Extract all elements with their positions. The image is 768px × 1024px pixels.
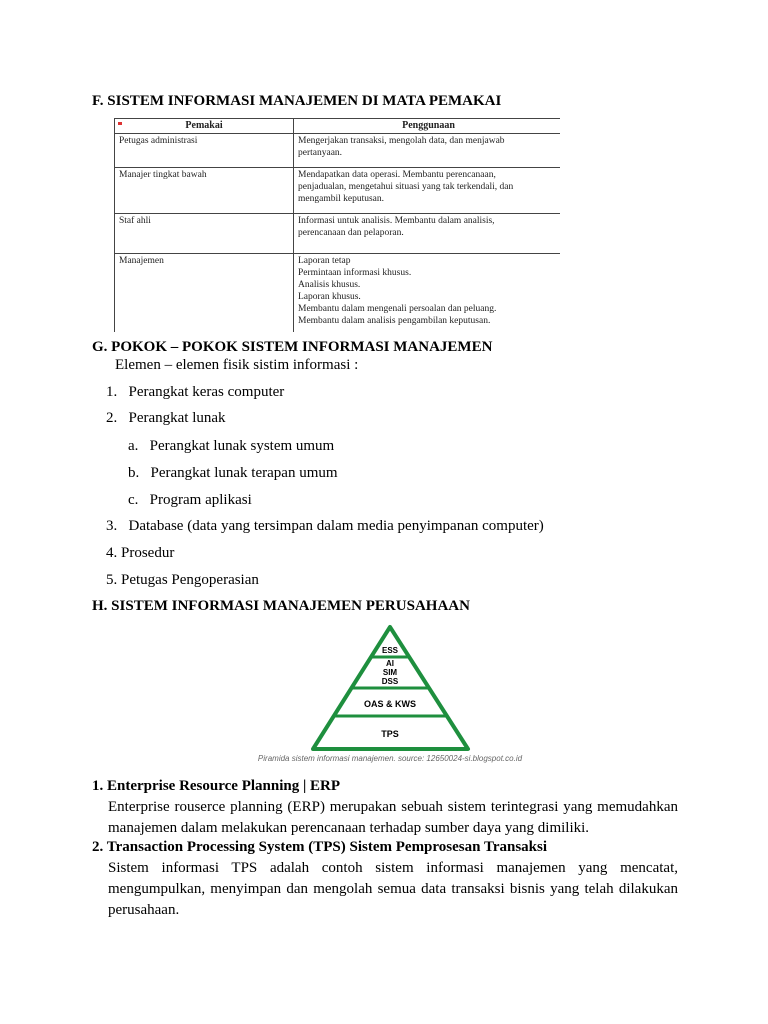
table-row <box>115 214 561 254</box>
paragraph-line: Enterprise rouserce planning (ERP) merupakan sebuah sistem terintegrasi yang memudahkan <box>108 799 678 815</box>
list-marker: a. <box>128 438 139 454</box>
usage-line: Analisis khusus. <box>298 280 361 290</box>
list-text: Perangkat keras computer <box>128 384 285 400</box>
list-text: Perangkat lunak <box>128 410 226 426</box>
usage-line: pertanyaan. <box>298 148 343 158</box>
usage-line: Mendapatkan data operasi. Membantu perencanaan, <box>298 170 496 180</box>
list-text: Program aplikasi <box>149 492 252 508</box>
section-g-heading: G. POKOK – POKOK SISTEM INFORMASI MANAJEMEN <box>92 339 493 355</box>
list-text: Perangkat lunak terapan umum <box>150 465 338 481</box>
list-item <box>128 438 334 455</box>
table-header-user: Pemakai <box>115 119 294 134</box>
section-f-heading: F. SISTEM INFORMASI MANAJEMEN DI MATA PEMAKAI <box>92 93 502 109</box>
table-cell-usage <box>294 254 561 333</box>
list-marker: 2. <box>106 410 118 426</box>
paragraph-line: Sistem informasi TPS adalah contoh sistem informasi manajemen yang mencatat, <box>108 860 678 876</box>
pyramid-level-oas-kws: OAS & KWS <box>363 699 417 709</box>
list-marker: 5. <box>106 572 118 588</box>
pyramid-level-dss: DSS <box>381 677 399 686</box>
list-marker: c. <box>128 492 139 508</box>
usage-line: Informasi untuk analisis. Membantu dalam analisis, <box>298 216 495 226</box>
usage-line: Membantu dalam analisis pengambilan keputusan. <box>298 316 491 326</box>
table-cell-usage <box>294 168 561 214</box>
list-item <box>128 465 338 482</box>
section-g-intro: Elemen – elemen fisik sistim informasi : <box>115 357 359 373</box>
usage-line: Laporan khusus. <box>298 292 361 302</box>
list-item <box>106 572 259 589</box>
list-item <box>128 492 252 509</box>
list-text: Database (data yang tersimpan dalam media penyimpanan computer) <box>128 518 544 534</box>
table-cell-usage <box>294 134 561 168</box>
user-usage-table <box>114 118 560 332</box>
list-text: Perangkat lunak system umum <box>149 438 335 454</box>
usage-line: Membantu dalam mengenali persoalan dan peluang. <box>298 304 497 314</box>
usage-line: perencanaan dan pelaporan. <box>298 228 404 238</box>
list-marker: 1. <box>106 384 118 400</box>
tps-title: 2. Transaction Processing System (TPS) Sistem Pemprosesan Transaksi <box>92 839 548 855</box>
table-cell-usage <box>294 214 561 254</box>
usage-line: Permintaan informasi khusus. <box>298 268 412 278</box>
list-marker: 4. <box>106 545 118 561</box>
list-item <box>106 545 174 562</box>
table-cell-user: Petugas administrasi <box>115 134 294 168</box>
usage-line: Laporan tetap <box>298 256 351 266</box>
list-marker: 3. <box>106 518 118 534</box>
list-item <box>106 384 284 401</box>
pyramid-level-ai: AI <box>386 659 394 668</box>
usage-line: penjadualan, mengetahui situasi yang tak terkendali, dan <box>298 182 514 192</box>
usage-line: Mengerjakan transaksi, mengolah data, dan menjawab <box>298 136 505 146</box>
pyramid-level-ess: ESS <box>381 646 399 655</box>
list-text: Prosedur <box>121 545 175 561</box>
table-cell-user: Manajemen <box>115 254 294 333</box>
list-text: Petugas Pengoperasian <box>121 572 259 588</box>
list-item <box>106 518 544 535</box>
usage-line: mengambil keputusan. <box>298 194 385 204</box>
erp-title: 1. Enterprise Resource Planning | ERP <box>92 778 341 794</box>
table-cell-user: Staf ahli <box>115 214 294 254</box>
table-header-usage: Penggunaan <box>294 119 561 134</box>
erp-paragraph <box>108 797 678 839</box>
table-cell-user: Manajer tingkat bawah <box>115 168 294 214</box>
table-row <box>115 134 561 168</box>
pyramid-level-tps: TPS <box>381 729 399 739</box>
table-row <box>115 254 561 333</box>
list-marker: b. <box>128 465 140 481</box>
paragraph-line: manajemen dalam melakukan perencanaan terhadap sumber daya yang dimiliki. <box>108 820 590 836</box>
paragraph-line: perusahaan. <box>108 902 180 918</box>
sim-pyramid-diagram <box>240 622 550 768</box>
section-h-heading: H. SISTEM INFORMASI MANAJEMEN PERUSAHAAN <box>92 598 470 614</box>
pyramid-level-sim: SIM <box>382 668 398 677</box>
table-row <box>115 168 561 214</box>
pyramid-caption: Piramida sistem informasi manajemen. source: 12650024-si.blogspot.co.id <box>257 754 523 763</box>
paragraph-line: mengumpulkan, menyimpan dan mengolah semua data transaksi bisnis yang telah dilakukan <box>108 881 678 897</box>
tps-paragraph <box>108 858 678 921</box>
list-item <box>106 410 226 427</box>
